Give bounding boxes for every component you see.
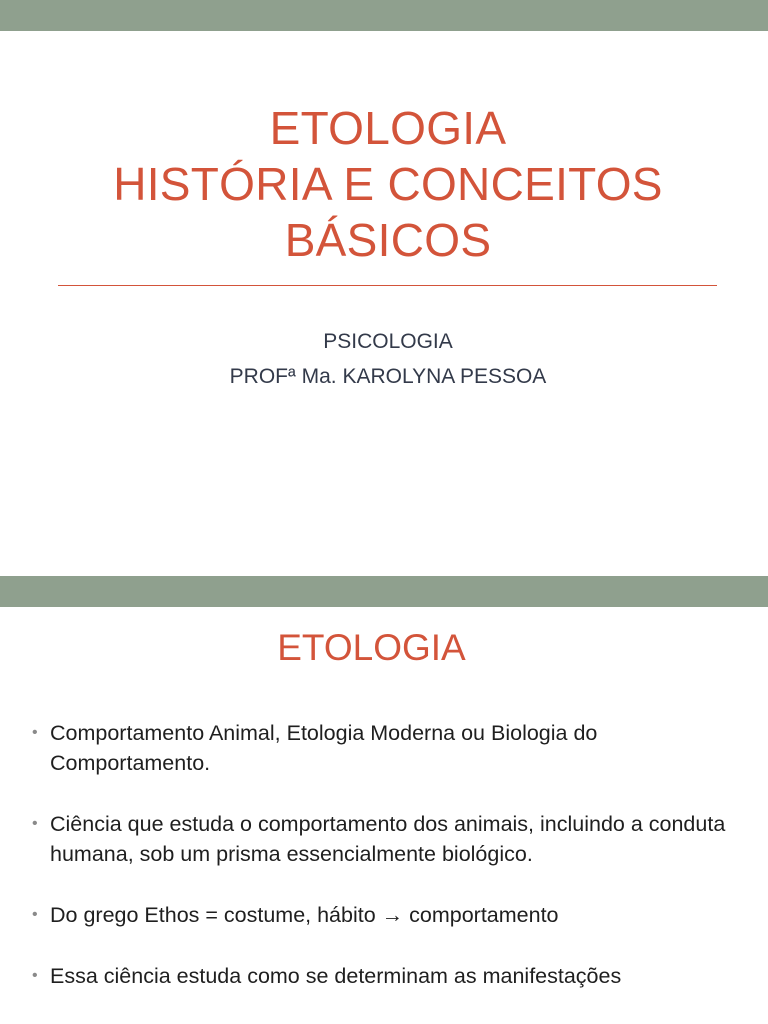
bullet-icon: • bbox=[32, 967, 38, 984]
list-item bbox=[30, 809, 760, 869]
subtitle-line: PSICOLOGIA bbox=[323, 330, 453, 353]
bullet-text: Comportamento Animal, Etologia Moderna ou Biologia do Comportamento. bbox=[50, 721, 598, 775]
title-divider bbox=[58, 285, 717, 286]
slide-header-bar bbox=[0, 576, 768, 607]
bullet-icon: • bbox=[32, 724, 38, 741]
bullet-text: Do grego Ethos = costume, hábito → comportamento bbox=[50, 903, 559, 927]
list-item bbox=[30, 718, 760, 778]
title-line: ETOLOGIA bbox=[269, 102, 507, 154]
bullet-text: Ciência que estuda o comportamento dos animais, incluindo a conduta humana, sob um prisma essencialmente biológico. bbox=[50, 812, 726, 866]
title-line: HISTÓRIA E CONCEITOS bbox=[113, 158, 663, 210]
list-item bbox=[30, 900, 760, 930]
slide-title bbox=[60, 100, 716, 268]
bullet-list bbox=[30, 718, 760, 1022]
bullet-text: Essa ciência estuda como se determinam as manifestações bbox=[50, 964, 622, 988]
content-slide bbox=[0, 576, 768, 1024]
list-item bbox=[30, 961, 760, 991]
title-line: BÁSICOS bbox=[284, 214, 492, 266]
bullet-icon: • bbox=[32, 815, 38, 832]
slide-header-bar bbox=[0, 0, 768, 31]
subtitle-line: PROFª Ma. KAROLYNA PESSOA bbox=[229, 365, 547, 388]
slide-title: ETOLOGIA bbox=[277, 627, 466, 668]
slide-subtitle bbox=[60, 324, 716, 394]
bullet-icon: • bbox=[32, 906, 38, 923]
